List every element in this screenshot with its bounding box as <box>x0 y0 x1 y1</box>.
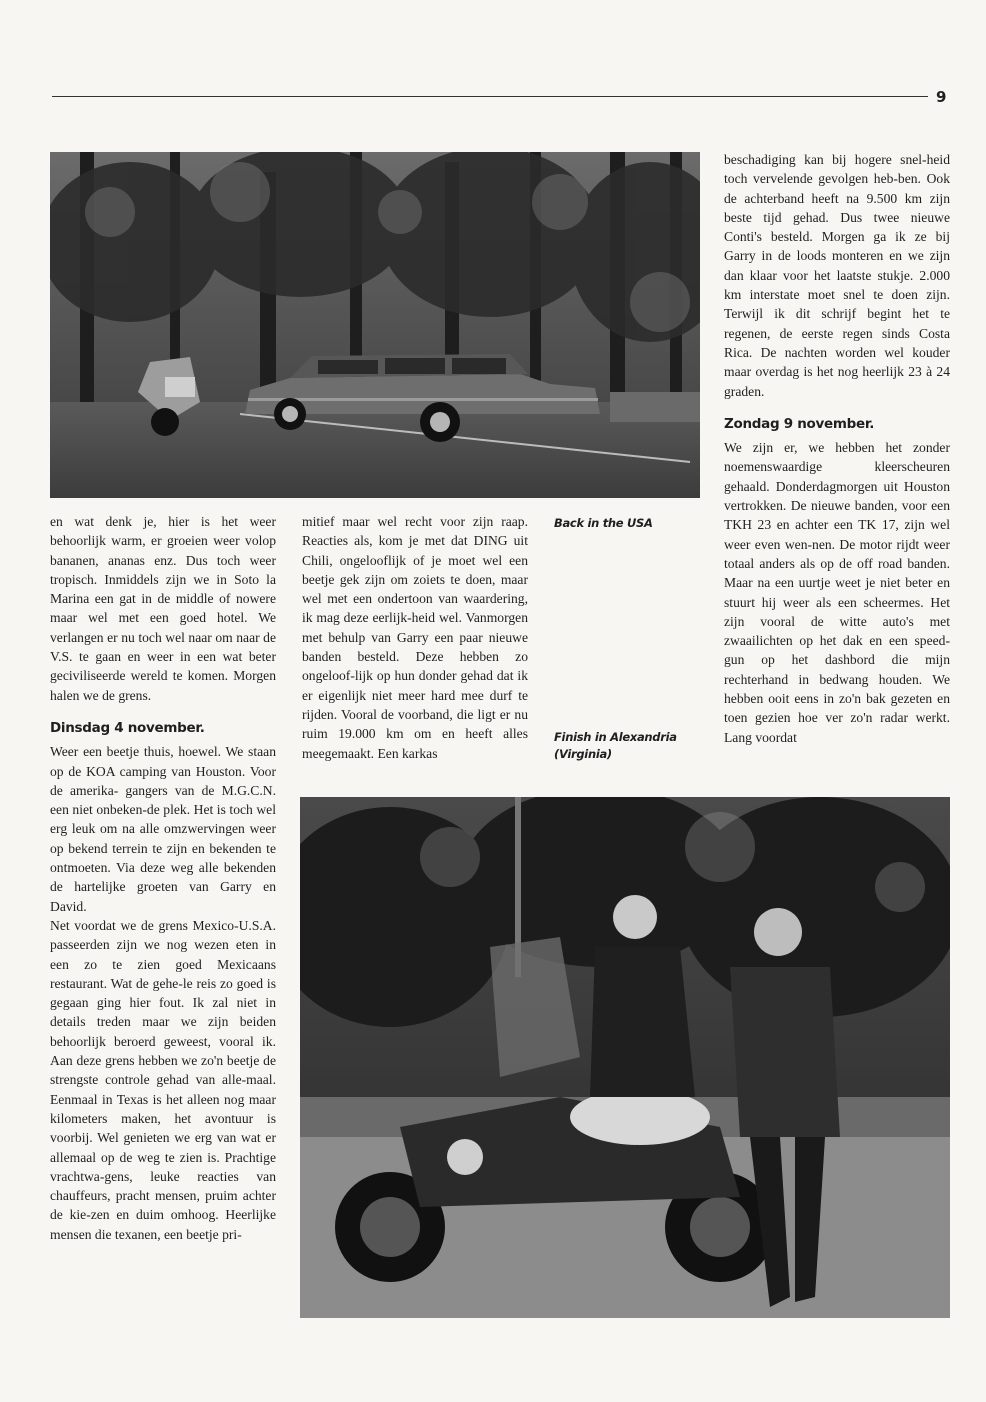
article-paragraph: beschadiging kan bij hogere snel-heid toch vervelende gevolgen heb-ben. Ook de achterband heeft na 9.500 km zijn beste tijd gehad. Dus twee nieuwe Conti's besteld. Morgen ga ik ze bij Garry in de loods monteren en we zijn dan klaar voor het laatste stukje. 2.000 km interstate moet snel te doen zijn. Terwijl ik dit schrijf begint het te regenen, de eerste regen sinds Costa Rica. De nachten worden wel kouder maar overdag is het nog heerlijk 23 à 24 graden. <box>724 152 950 399</box>
article-column-1 <box>50 512 276 1244</box>
article-paragraph: mitief maar wel recht voor zijn raap. Reacties als, kom je met dat DING uit Chili, ongelooflijk of je moet wel een beetje gek zijn om zoiets te doen, maar wel met een ondertoon van waardering, ik mag deze eerlijk-heid wel. Vanmorgen met behulp van Garry een paar nieuwe banden besteld. Deze hebben zo ongeloof-lijk op hun donder gehad dat ik er eigenlijk niet meer hard mee durf te rijden. Vooral de voorband, die ligt er nu ruim 19.000 km om en heeft alles meegemaakt. Een karkas <box>302 514 528 761</box>
photo-limousine-illustration <box>50 152 700 498</box>
article-paragraph: We zijn er, we hebben het zonder noemenswaardige kleerscheuren gehaald. Donderdagmorgen uit Houston vertrokken. De nieuwe banden, voor een TKH 23 en achter een TK 17, zijn wel weer even wen-nen. De motor rijdt weer totaal anders als op de off road banden. Maar na een uurtje weet je niet beter en stuurt hij weer als een scheermes. Het zijn vooral de witte auto's met zwaailichten op het dak en een speed-gun op het dashbord die mijn rechterhand in bedwang houden. We hebben ooit eens in zo'n bak gezeten en toen gezien hoe ver zo'n radar werkt. Lang voordat <box>724 440 950 745</box>
caption-line: (Virginia) <box>554 747 612 761</box>
caption-line: Finish in Alexandria <box>554 730 677 744</box>
caption-finish-alexandria <box>554 729 704 763</box>
article-paragraph: Net voordat we de grens Mexico-U.S.A. passeerden zijn we nog wezen eten in een zo te zien goed Mexicaans restaurant. Wat de gehe-le reis zo goed is gegaan ging hier fout. Ik zal niet in details treden maar we zijn beiden behoorlijk beroerd geweest, vooral ik. Aan deze grens hebben we zo'n beetje de strengste controle gehad van alle-maal. Eenmaal in Texas is het alleen nog maar kilometers maken, het avontuur is voorbij. Wel genieten we erg van wat er allemaal op de weg te zien is. Prachtige vrachtwa-gens, leuke reacties van chauffeurs, pracht mensen, pruim achter de kie-zen en duim omhoog. Heerlijke mensen die texanen, een beetje pri- <box>50 917 276 1242</box>
section-heading-dinsdag: Dinsdag 4 november. <box>50 719 205 736</box>
photo-riders-motorcycle <box>300 797 950 1318</box>
article-paragraph: en wat denk je, hier is het weer behoorlijk warm, er groeien weer volop bananen, ananas enz. Dus toch weer tropisch. Inmiddels zijn we in Soto la Marina een gat in de middle of nowere maar wel met een goed hotel. We verlangen er nu toch wel naar om naar de V.S. te gaan en weer in een wat beter geciviliseerde wereld te komen. Morgen halen we de grens. <box>50 514 276 703</box>
article-column-2 <box>302 512 528 763</box>
photo-riders-illustration <box>300 797 950 1318</box>
section-heading-zondag: Zondag 9 november. <box>724 415 875 432</box>
page-number: 9 <box>936 88 947 106</box>
header-rule <box>52 96 928 97</box>
article-paragraph: Weer een beetje thuis, hoewel. We staan op de KOA camping van Houston. Voor de amerika- gangers van de M.G.C.N. een niet onbeken-de plek. Het is toch wel erg leuk om na alle omzwervingen weer op bekend terrein te zijn en bekenden te ontmoeten. Via deze weg alle bekenden de hartelijke groeten van Garry en David. <box>50 744 276 914</box>
article-column-3 <box>724 150 950 747</box>
photo-limousine-motorcycle <box>50 152 700 498</box>
caption-back-in-usa: Back in the USA <box>554 516 653 530</box>
